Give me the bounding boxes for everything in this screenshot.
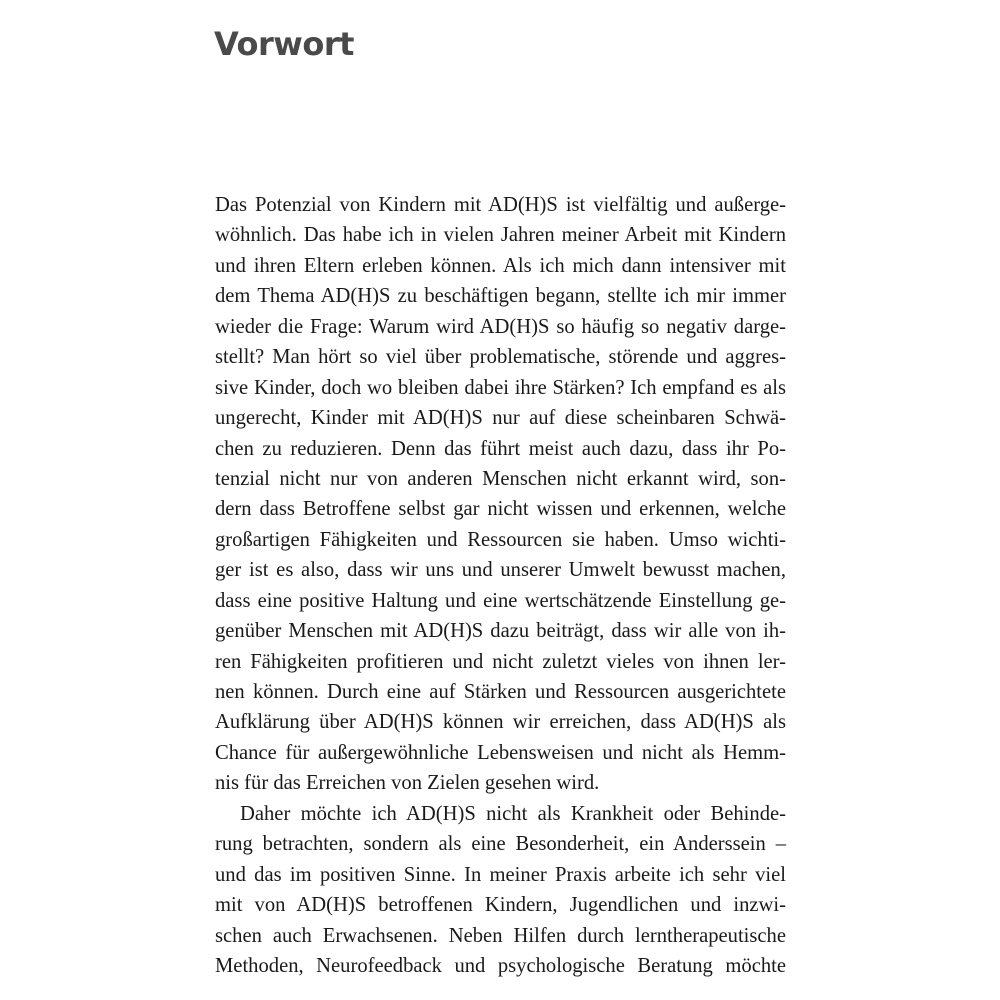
paragraph — [215, 799, 786, 982]
text-line: schen auch Erwachsenen. Neben Hilfen durch lerntherapeutische — [215, 924, 786, 947]
text-line: chen zu reduzieren. Denn das führt meist auch dazu, dass ihr Po- — [215, 437, 786, 460]
text-line: genüber Menschen mit AD(H)S dazu beiträgt, dass wir alle von ih- — [215, 620, 786, 643]
text-line: tenzial nicht nur von anderen Menschen nicht erkannt wird, son- — [215, 467, 786, 490]
text-line: nis für das Erreichen von Zielen gesehen wird. — [215, 772, 600, 795]
text-line: mit von AD(H)S betroffenen Kindern, Jugendlichen und inzwi- — [215, 894, 786, 917]
text-line: und das im positiven Sinne. In meiner Praxis arbeite ich sehr viel — [215, 863, 786, 886]
text-line: Methoden, Neurofeedback und psychologische Beratung möchte — [215, 954, 786, 977]
text-line: rung betrachten, sondern als eine Besonderheit, ein Anderssein – — [215, 833, 786, 856]
text-line: dem Thema AD(H)S zu beschäftigen begann, stellte ich mir immer — [215, 285, 786, 308]
paragraph — [215, 190, 786, 799]
body-text — [215, 190, 786, 981]
text-line: stellt? Man hört so viel über problematische, störende und aggres- — [215, 346, 786, 369]
text-line: und ihren Eltern erleben können. Als ich mich dann intensiver mit — [215, 254, 786, 277]
text-line: wöhnlich. Das habe ich in vielen Jahren meiner Arbeit mit Kindern — [215, 224, 786, 247]
text-line: ger ist es also, dass wir uns und unserer Umwelt bewusst machen, — [215, 559, 786, 582]
text-line: Chance für außergewöhnliche Lebensweisen und nicht als Hemm- — [215, 741, 786, 764]
text-line: ungerecht, Kinder mit AD(H)S nur auf diese scheinbaren Schwä- — [215, 407, 786, 430]
text-line: dern dass Betroffene selbst gar nicht wissen und erkennen, welche — [215, 498, 786, 521]
text-line: Das Potenzial von Kindern mit AD(H)S ist vielfältig und außerge- — [215, 194, 786, 216]
text-line: dass eine positive Haltung und eine wertschätzende Einstellung ge- — [215, 589, 786, 612]
text-line: wieder die Frage: Warum wird AD(H)S so häufig so negativ darge- — [215, 315, 786, 338]
text-line: großartigen Fähigkeiten und Ressourcen sie haben. Umso wichti- — [215, 528, 786, 551]
text-line: sive Kinder, doch wo bleiben dabei ihre Stärken? Ich empfand es als — [215, 376, 786, 399]
text-line: Aufklärung über AD(H)S können wir erreichen, dass AD(H)S als — [215, 711, 786, 734]
text-line: ren Fähigkeiten profitieren und nicht zuletzt vieles von ihnen ler- — [215, 650, 786, 673]
text-line: nen können. Durch eine auf Stärken und Ressourcen ausgerichtete — [215, 681, 786, 703]
chapter-title: Vorwort — [214, 25, 354, 63]
text-line: Daher möchte ich AD(H)S nicht als Krankheit oder Behinde- — [240, 802, 786, 825]
